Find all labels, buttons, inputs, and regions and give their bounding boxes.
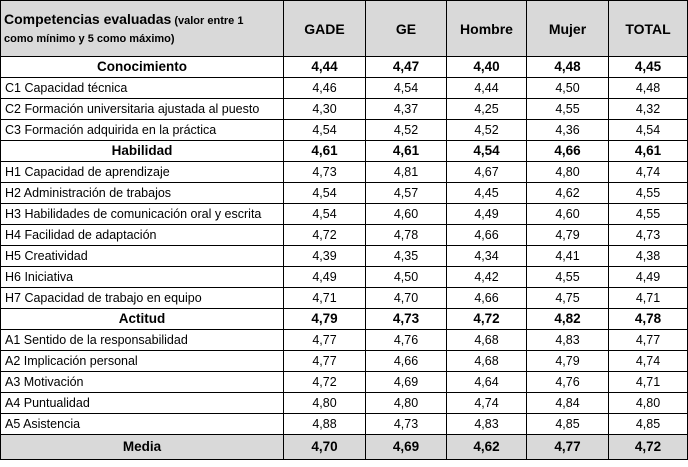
row-label: Conocimiento (1, 57, 284, 78)
cell-gade: 4,79 (284, 309, 366, 330)
table-group-row (1, 57, 688, 78)
table-row (1, 225, 688, 246)
cell-hombre: 4,72 (447, 309, 527, 330)
table-row (1, 267, 688, 288)
cell-hombre: 4,54 (447, 141, 527, 162)
cell-mujer: 4,76 (527, 372, 609, 393)
cell-gade: 4,49 (284, 267, 366, 288)
cell-total: 4,85 (609, 414, 688, 435)
row-label: Media (1, 435, 284, 460)
cell-ge: 4,57 (366, 183, 447, 204)
cell-mujer: 4,80 (527, 162, 609, 183)
table-row (1, 330, 688, 351)
cell-gade: 4,44 (284, 57, 366, 78)
table-row (1, 351, 688, 372)
cell-gade: 4,80 (284, 393, 366, 414)
cell-ge: 4,50 (366, 267, 447, 288)
cell-hombre: 4,44 (447, 78, 527, 99)
cell-mujer: 4,41 (527, 246, 609, 267)
cell-ge: 4,54 (366, 78, 447, 99)
cell-gade: 4,54 (284, 204, 366, 225)
table-header-row (1, 1, 688, 57)
cell-hombre: 4,67 (447, 162, 527, 183)
cell-mujer: 4,55 (527, 267, 609, 288)
cell-hombre: 4,34 (447, 246, 527, 267)
cell-total: 4,72 (609, 435, 688, 460)
header-ge: GE (366, 1, 447, 57)
cell-ge: 4,52 (366, 120, 447, 141)
row-label: A1 Sentido de la responsabilidad (1, 330, 284, 351)
cell-total: 4,74 (609, 162, 688, 183)
table-body (1, 57, 688, 460)
cell-total: 4,54 (609, 120, 688, 141)
cell-hombre: 4,52 (447, 120, 527, 141)
cell-ge: 4,47 (366, 57, 447, 78)
cell-total: 4,80 (609, 393, 688, 414)
cell-ge: 4,60 (366, 204, 447, 225)
row-label: Habilidad (1, 141, 284, 162)
table-media-row (1, 435, 688, 460)
row-label: H6 Iniciativa (1, 267, 284, 288)
table-row (1, 204, 688, 225)
row-label: A3 Motivación (1, 372, 284, 393)
cell-ge: 4,73 (366, 414, 447, 435)
cell-hombre: 4,68 (447, 330, 527, 351)
cell-gade: 4,54 (284, 183, 366, 204)
cell-hombre: 4,42 (447, 267, 527, 288)
cell-total: 4,32 (609, 99, 688, 120)
cell-ge: 4,66 (366, 351, 447, 372)
cell-ge: 4,80 (366, 393, 447, 414)
table-row (1, 78, 688, 99)
cell-total: 4,71 (609, 372, 688, 393)
table-row (1, 414, 688, 435)
cell-gade: 4,73 (284, 162, 366, 183)
row-label: C3 Formación adquirida en la práctica (1, 120, 284, 141)
cell-total: 4,71 (609, 288, 688, 309)
cell-ge: 4,70 (366, 288, 447, 309)
row-label: H2 Administración de trabajos (1, 183, 284, 204)
cell-gade: 4,46 (284, 78, 366, 99)
row-label: A4 Puntualidad (1, 393, 284, 414)
cell-total: 4,77 (609, 330, 688, 351)
row-label: H4 Facilidad de adaptación (1, 225, 284, 246)
cell-mujer: 4,66 (527, 141, 609, 162)
cell-total: 4,55 (609, 183, 688, 204)
cell-total: 4,73 (609, 225, 688, 246)
cell-gade: 4,39 (284, 246, 366, 267)
cell-mujer: 4,77 (527, 435, 609, 460)
table-row (1, 99, 688, 120)
cell-hombre: 4,66 (447, 225, 527, 246)
row-label: A5 Asistencia (1, 414, 284, 435)
cell-mujer: 4,84 (527, 393, 609, 414)
table-row (1, 120, 688, 141)
cell-gade: 4,30 (284, 99, 366, 120)
cell-mujer: 4,75 (527, 288, 609, 309)
header-competencias-title: Competencias evaluadas (4, 10, 172, 27)
cell-mujer: 4,62 (527, 183, 609, 204)
header-competencias (1, 1, 284, 57)
cell-hombre: 4,45 (447, 183, 527, 204)
table-group-row (1, 141, 688, 162)
cell-total: 4,38 (609, 246, 688, 267)
row-label: H3 Habilidades de comunicación oral y escrita (1, 204, 284, 225)
cell-mujer: 4,36 (527, 120, 609, 141)
header-mujer: Mujer (527, 1, 609, 57)
table-row (1, 288, 688, 309)
cell-gade: 4,72 (284, 372, 366, 393)
table-row (1, 372, 688, 393)
cell-ge: 4,78 (366, 225, 447, 246)
cell-ge: 4,81 (366, 162, 447, 183)
cell-ge: 4,69 (366, 372, 447, 393)
row-label: C1 Capacidad técnica (1, 78, 284, 99)
cell-mujer: 4,48 (527, 57, 609, 78)
header-competencias-note-1: (valor entre 1 (171, 14, 244, 27)
cell-hombre: 4,49 (447, 204, 527, 225)
cell-ge: 4,37 (366, 99, 447, 120)
row-label: C2 Formación universitaria ajustada al puesto (1, 99, 284, 120)
table-row (1, 393, 688, 414)
cell-hombre: 4,64 (447, 372, 527, 393)
cell-mujer: 4,50 (527, 78, 609, 99)
header-total: TOTAL (609, 1, 688, 57)
cell-mujer: 4,79 (527, 225, 609, 246)
cell-gade: 4,70 (284, 435, 366, 460)
cell-mujer: 4,55 (527, 99, 609, 120)
row-label: H7 Capacidad de trabajo en equipo (1, 288, 284, 309)
cell-gade: 4,77 (284, 330, 366, 351)
table-row (1, 162, 688, 183)
cell-hombre: 4,66 (447, 288, 527, 309)
cell-mujer: 4,60 (527, 204, 609, 225)
row-label: H1 Capacidad de aprendizaje (1, 162, 284, 183)
cell-hombre: 4,68 (447, 351, 527, 372)
table-row (1, 246, 688, 267)
row-label: A2 Implicación personal (1, 351, 284, 372)
table-group-row (1, 309, 688, 330)
cell-total: 4,78 (609, 309, 688, 330)
cell-ge: 4,61 (366, 141, 447, 162)
cell-mujer: 4,79 (527, 351, 609, 372)
cell-total: 4,55 (609, 204, 688, 225)
cell-hombre: 4,74 (447, 393, 527, 414)
row-label: H5 Creatividad (1, 246, 284, 267)
cell-gade: 4,77 (284, 351, 366, 372)
cell-hombre: 4,40 (447, 57, 527, 78)
cell-mujer: 4,82 (527, 309, 609, 330)
cell-mujer: 4,85 (527, 414, 609, 435)
cell-hombre: 4,83 (447, 414, 527, 435)
cell-gade: 4,54 (284, 120, 366, 141)
cell-total: 4,49 (609, 267, 688, 288)
cell-mujer: 4,83 (527, 330, 609, 351)
cell-ge: 4,76 (366, 330, 447, 351)
header-gade: GADE (284, 1, 366, 57)
header-competencias-note-2: como mínimo y 5 como máximo) (4, 32, 175, 45)
cell-ge: 4,35 (366, 246, 447, 267)
cell-total: 4,48 (609, 78, 688, 99)
cell-total: 4,61 (609, 141, 688, 162)
cell-ge: 4,73 (366, 309, 447, 330)
cell-ge: 4,69 (366, 435, 447, 460)
row-label: Actitud (1, 309, 284, 330)
cell-gade: 4,72 (284, 225, 366, 246)
table-row (1, 183, 688, 204)
header-hombre: Hombre (447, 1, 527, 57)
cell-gade: 4,61 (284, 141, 366, 162)
cell-hombre: 4,25 (447, 99, 527, 120)
cell-hombre: 4,62 (447, 435, 527, 460)
cell-total: 4,45 (609, 57, 688, 78)
cell-gade: 4,71 (284, 288, 366, 309)
cell-total: 4,74 (609, 351, 688, 372)
cell-gade: 4,88 (284, 414, 366, 435)
